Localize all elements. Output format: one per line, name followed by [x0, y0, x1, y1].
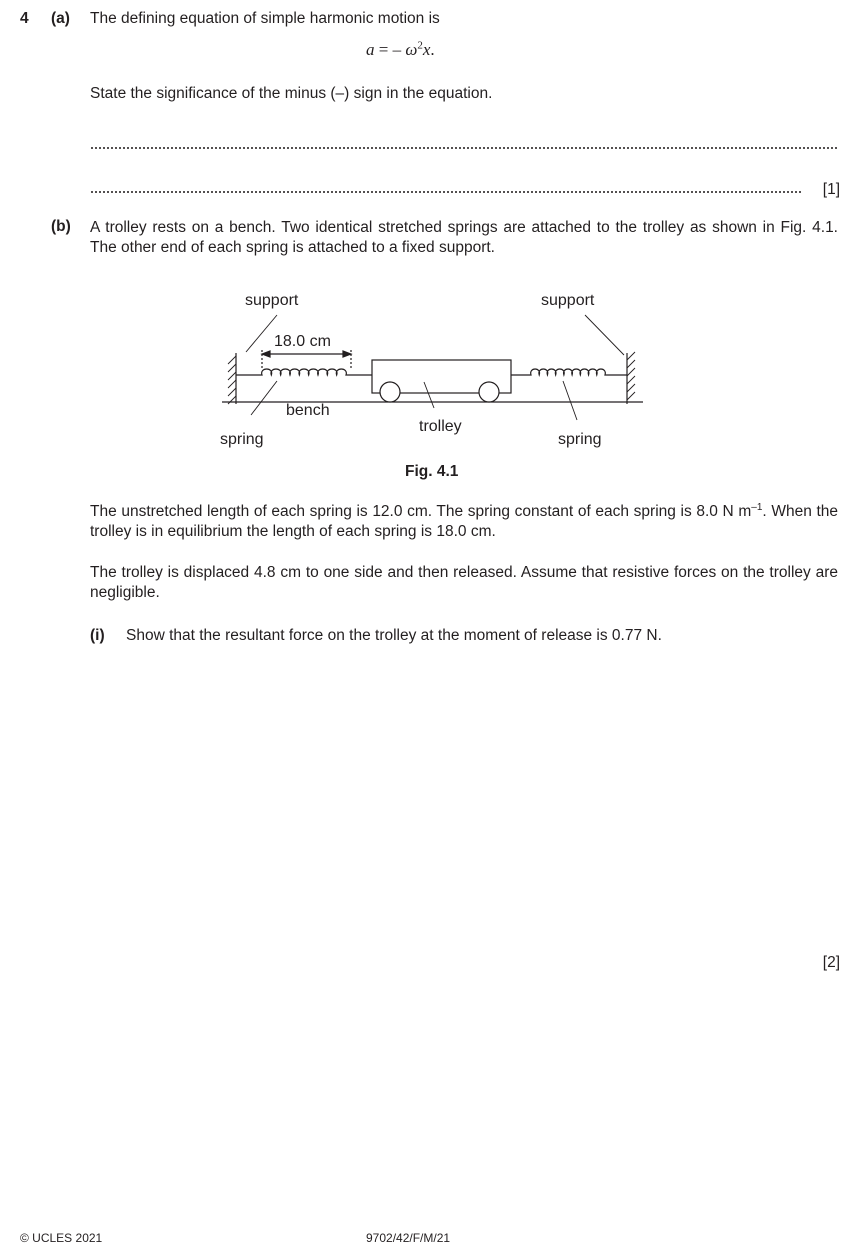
footer-code: 9702/42/F/M/21: [366, 1231, 451, 1245]
part-a-label: (a): [51, 10, 70, 27]
footer-copyright: © UCLES 2021: [20, 1231, 103, 1245]
part-b-para-2: The trolley is displaced 4.8 cm to one side and then released. Assume that resistive forces on the trolley are negligible.: [90, 564, 838, 601]
leader-spring-right: [563, 381, 577, 420]
trolley-wheel-left: [380, 382, 400, 402]
spring-right-coil: [511, 369, 627, 375]
para-1-text-a: The unstretched length of each spring is 12.0 cm. The spring constant of each spring is 8.0 N m: [90, 503, 752, 520]
eq-x: x: [422, 40, 431, 59]
dim-arrow-right: [343, 351, 351, 357]
leader-spring-left: [251, 381, 277, 415]
marks-b-i: [2]: [822, 954, 840, 971]
part-b-label: (b): [51, 218, 71, 235]
label-length: 18.0 cm: [274, 333, 331, 350]
label-spring-right: spring: [558, 431, 602, 448]
label-bench: bench: [286, 402, 330, 419]
eq-a: a: [366, 40, 375, 59]
label-support-left: support: [245, 292, 299, 309]
part-b-para-1: [90, 502, 838, 542]
para-1-superscript: –1: [751, 501, 763, 513]
figure-4-1: [0, 0, 852, 480]
part-a-prompt: State the significance of the minus (–) sign in the equation.: [90, 85, 493, 102]
question-number: 4: [20, 10, 29, 27]
left-wall-hatching: [228, 356, 236, 404]
trolley-wheel-right: [479, 382, 499, 402]
eq-omega: ω: [405, 40, 418, 59]
part-a-intro: The defining equation of simple harmonic motion is: [90, 10, 440, 27]
eq-power: 2: [417, 39, 423, 52]
para-1-text-b: . When the trolley is in equilibrium the length of each spring is 18.0 cm.: [90, 503, 839, 540]
eq-equals: = –: [374, 40, 406, 59]
right-wall-hatching: [627, 352, 635, 400]
label-trolley: trolley: [419, 418, 462, 435]
sub-i-text: Show that the resultant force on the trolley at the moment of release is 0.77 N.: [126, 627, 662, 644]
spring-left-coil: [236, 369, 372, 375]
dim-arrow-left: [262, 351, 270, 357]
label-support-right: support: [541, 292, 595, 309]
figure-caption: Fig. 4.1: [405, 463, 459, 480]
label-spring-left: spring: [220, 431, 264, 448]
marks-a: [1]: [822, 181, 840, 198]
part-b-intro: A trolley rests on a bench. Two identical stretched springs are attached to the trolley as shown in Fig. 4.1. The other end of each spring is attached to a fixed support.: [90, 219, 838, 256]
leader-support-left: [246, 315, 277, 352]
eq-end: .: [430, 40, 435, 59]
sub-i-label: (i): [90, 627, 105, 644]
leader-support-right: [585, 315, 624, 355]
